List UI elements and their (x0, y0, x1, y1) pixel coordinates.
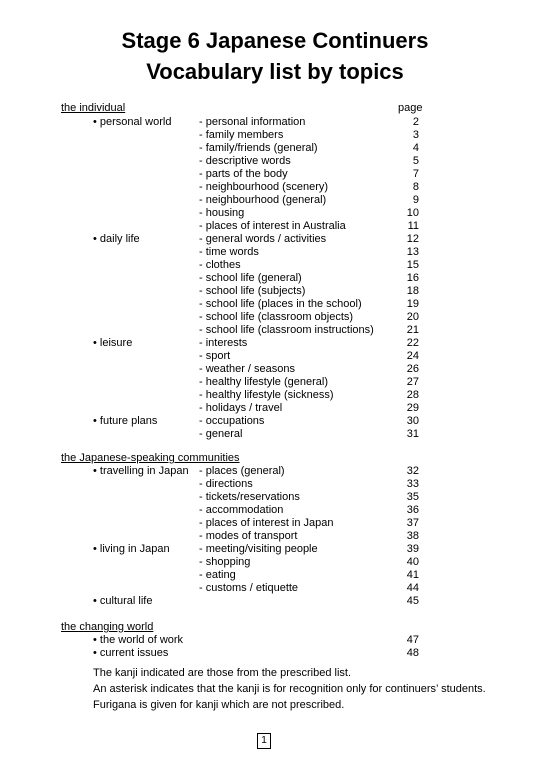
section-heading: the individual (61, 102, 126, 114)
toc-page-number: 38 (406, 530, 419, 542)
toc-page-number: 44 (406, 582, 419, 594)
toc-topic: - weather / seasons (199, 363, 295, 375)
toc-row (0, 595, 550, 608)
toc-topic: - clothes (199, 259, 241, 271)
toc-page-number: 30 (406, 415, 419, 427)
toc-row (0, 129, 550, 142)
toc-row (0, 517, 550, 530)
toc-row (0, 363, 550, 376)
section-heading: the Japanese-speaking communities (61, 452, 240, 464)
toc-topic: - school life (subjects) (199, 285, 306, 297)
page-number: 1 (257, 733, 271, 749)
toc-row (0, 246, 550, 259)
toc-row (0, 194, 550, 207)
notes (93, 665, 486, 713)
toc-page-number: 48 (406, 647, 419, 659)
toc-row (0, 337, 550, 350)
toc-page-number: 11 (407, 220, 419, 232)
toc-page-number: 7 (412, 168, 419, 180)
toc-page-number: 10 (406, 207, 419, 219)
toc-row (0, 142, 550, 155)
toc-topic: - parts of the body (199, 168, 288, 180)
toc-topic: - sport (199, 350, 231, 362)
toc-topic: - occupations (199, 415, 265, 427)
toc-row (0, 465, 550, 478)
toc-page-number: 36 (406, 504, 419, 516)
toc-row (0, 311, 550, 324)
toc-topic: - school life (classroom instructions) (199, 324, 374, 336)
toc-category: • personal world (93, 116, 172, 128)
toc-category: • living in Japan (93, 543, 170, 555)
toc-page-number: 13 (406, 246, 419, 258)
toc-page-number: 35 (406, 491, 419, 503)
toc-page-number: 27 (406, 376, 419, 388)
toc-page-number: 9 (412, 194, 419, 206)
toc-row (0, 298, 550, 311)
toc-row (0, 350, 550, 363)
toc-category: • leisure (93, 337, 133, 349)
page-column-header: page (398, 102, 423, 114)
toc-row (0, 389, 550, 402)
toc-row (0, 415, 550, 428)
toc-page-number: 39 (406, 543, 419, 555)
toc-topic: - school life (places in the school) (199, 298, 362, 310)
toc-row (0, 428, 550, 441)
toc-topic: - time words (199, 246, 259, 258)
toc-row (0, 647, 550, 660)
toc-topic: - shopping (199, 556, 251, 568)
toc-topic: - family members (199, 129, 284, 141)
toc-topic: - tickets/reservations (199, 491, 300, 503)
toc-topic: - healthy lifestyle (general) (199, 376, 329, 388)
toc-topic: - housing (199, 207, 245, 219)
toc-page-number: 5 (412, 155, 419, 167)
toc-row (0, 233, 550, 246)
toc-topic: - family/friends (general) (199, 142, 318, 154)
toc-page-number: 26 (406, 363, 419, 375)
toc-row (0, 582, 550, 595)
toc-row (0, 272, 550, 285)
toc-page-number: 18 (406, 285, 419, 297)
toc-row (0, 491, 550, 504)
toc-page-number: 45 (406, 595, 419, 607)
toc-topic: - customs / etiquette (199, 582, 299, 594)
toc-page-number: 16 (406, 272, 419, 284)
toc-row (0, 324, 550, 337)
toc-page-number: 33 (406, 478, 419, 490)
toc-category: • current issues (93, 647, 169, 659)
toc-row (0, 220, 550, 233)
toc-topic: - neighbourhood (general) (199, 194, 327, 206)
document-title-line-1: Stage 6 Japanese Continuers (121, 28, 429, 53)
toc-page-number: 40 (406, 556, 419, 568)
toc-topic: - healthy lifestyle (sickness) (199, 389, 334, 401)
toc-topic: - personal information (199, 116, 306, 128)
toc-page-number: 15 (406, 259, 419, 271)
toc-topic: - neighbourhood (scenery) (199, 181, 329, 193)
toc-row (0, 285, 550, 298)
toc-page-number: 32 (406, 465, 419, 477)
toc-row (0, 478, 550, 491)
toc-topic: - general words / activities (199, 233, 327, 245)
toc-topic: - school life (classroom objects) (199, 311, 354, 323)
toc-topic: - places (general) (199, 465, 285, 477)
toc-page-number: 20 (406, 311, 419, 323)
toc-page-number: 12 (406, 233, 419, 245)
toc-topic: - descriptive words (199, 155, 291, 167)
toc-category: • the world of work (93, 634, 184, 646)
section-heading: the changing world (61, 621, 154, 633)
toc-category: • future plans (93, 415, 158, 427)
toc-page-number: 24 (406, 350, 419, 362)
toc-page-number: 28 (406, 389, 419, 401)
toc-page-number: 4 (412, 142, 419, 154)
toc-page-number: 3 (412, 129, 419, 141)
toc-row (0, 116, 550, 129)
toc-page-number: 22 (406, 337, 419, 349)
toc-topic: - places of interest in Japan (199, 517, 334, 529)
note-line: An asterisk indicates that the kanji is for recognition only for continuers’ students. (93, 683, 486, 695)
toc-row (0, 181, 550, 194)
toc-topic: - general (199, 428, 243, 440)
toc-topic: - eating (199, 569, 236, 581)
toc-page-number: 21 (406, 324, 419, 336)
toc-topic: - school life (general) (199, 272, 302, 284)
toc-topic: - places of interest in Australia (199, 220, 346, 232)
toc-row (0, 504, 550, 517)
toc-row (0, 543, 550, 556)
toc-category: • travelling in Japan (93, 465, 189, 477)
toc-row (0, 634, 550, 647)
toc-page-number: 19 (406, 298, 419, 310)
toc-topic: - holidays / travel (199, 402, 283, 414)
toc-row (0, 402, 550, 415)
toc-row (0, 155, 550, 168)
toc-row (0, 569, 550, 582)
toc-page-number: 31 (406, 428, 419, 440)
toc-page-number: 47 (406, 634, 419, 646)
toc-topic: - meeting/visiting people (199, 543, 318, 555)
document-title-line-2: Vocabulary list by topics (146, 59, 404, 84)
note-line: Furigana is given for kanji which are not prescribed. (93, 699, 345, 711)
note-line: The kanji indicated are those from the prescribed list. (93, 667, 352, 679)
toc-page-number: 41 (406, 569, 419, 581)
toc-page-number: 2 (412, 116, 419, 128)
toc-row (0, 556, 550, 569)
toc-page-number: 29 (406, 402, 419, 414)
toc-row (0, 530, 550, 543)
toc-topic: - modes of transport (199, 530, 298, 542)
toc-category: • cultural life (93, 595, 153, 607)
toc-row (0, 259, 550, 272)
toc-row (0, 207, 550, 220)
toc-page-number: 8 (412, 181, 419, 193)
toc-topic: - directions (199, 478, 253, 490)
toc-category: • daily life (93, 233, 140, 245)
toc-page-number: 37 (406, 517, 419, 529)
toc-row (0, 168, 550, 181)
toc-row (0, 376, 550, 389)
toc-topic: - accommodation (199, 504, 284, 516)
toc-topic: - interests (199, 337, 248, 349)
